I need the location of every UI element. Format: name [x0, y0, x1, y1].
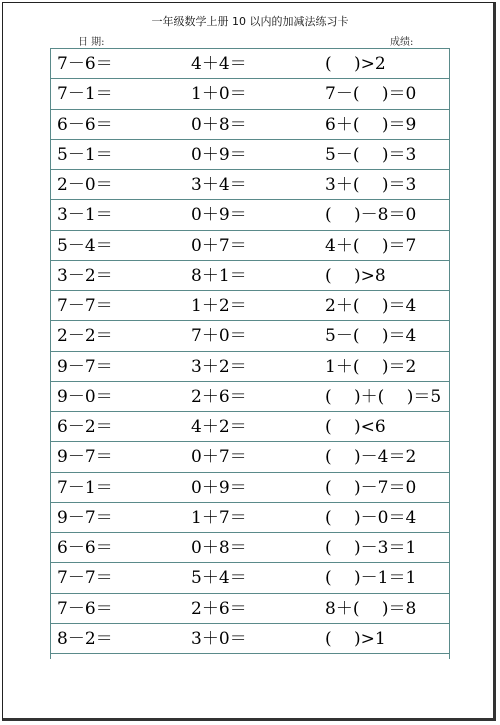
- exercise-problem: 2＋6＝: [191, 386, 247, 407]
- exercise-problem: 9－0＝: [57, 386, 113, 407]
- exercise-problem: 0＋9＝: [191, 144, 247, 165]
- exercise-problem: ( )>1: [325, 628, 386, 649]
- exercise-problem: 0＋9＝: [191, 205, 247, 226]
- exercise-problem: 1＋2＝: [191, 296, 247, 316]
- exercise-problem: 0＋8＝: [191, 114, 247, 135]
- exercise-problem: 9－7＝: [57, 356, 113, 377]
- exercise-problem: 2－2＝: [57, 326, 113, 347]
- exercise-problem: 3－1＝: [57, 205, 113, 226]
- exercise-problem: 3＋( )＝3: [325, 175, 417, 195]
- exercise-row: [51, 563, 449, 593]
- exercise-problem: 7－6＝: [57, 54, 113, 74]
- exercise-problem: 7－1＝: [57, 477, 113, 498]
- page-title: 一年级数学上册 10 以内的加减法练习卡: [151, 15, 349, 28]
- exercise-row: [51, 170, 449, 200]
- score-label: 成绩:: [390, 37, 414, 48]
- exercise-problem: 3－2＝: [57, 265, 113, 286]
- exercise-problem: 5－( )＝4: [325, 326, 417, 347]
- exercise-problem: 1＋7＝: [191, 507, 247, 528]
- exercise-problem: ( )－8＝0: [325, 205, 417, 226]
- exercise-problem: 2－0＝: [57, 175, 113, 195]
- exercise-problem: 7－7＝: [57, 568, 113, 589]
- exercise-problem: 5－( )＝3: [325, 144, 417, 165]
- exercise-row: [51, 110, 449, 140]
- exercise-problem: ( )<6: [325, 417, 386, 437]
- exercise-problem: 9－7＝: [57, 447, 113, 468]
- exercise-row: [51, 140, 449, 170]
- exercise-row: [51, 382, 449, 412]
- exercise-problem: ( )－1＝1: [325, 568, 417, 589]
- exercise-row: [51, 412, 449, 442]
- exercise-problem: 7－( )＝0: [325, 84, 417, 105]
- exercise-row: [51, 442, 449, 472]
- exercise-problem: 0＋7＝: [191, 447, 247, 468]
- exercise-problem: 6－2＝: [57, 417, 113, 437]
- exercise-problem: ( )＋( )＝5: [325, 386, 442, 407]
- exercise-problem: 1＋0＝: [191, 84, 247, 105]
- exercise-row: [51, 291, 449, 321]
- exercise-row: [51, 321, 449, 351]
- exercise-problem: 9－7＝: [57, 507, 113, 528]
- exercise-row: [51, 200, 449, 230]
- exercise-row: [51, 473, 449, 503]
- exercise-problem: ( )>8: [325, 265, 386, 286]
- exercise-problem: 0＋9＝: [191, 477, 247, 498]
- exercise-problem: 6－6＝: [57, 114, 113, 135]
- exercise-row: [51, 533, 449, 563]
- exercise-row: [51, 503, 449, 533]
- exercise-problem: 2＋6＝: [191, 598, 247, 619]
- exercise-problem: 6＋( )＝9: [325, 114, 417, 135]
- exercise-row: [51, 231, 449, 261]
- exercise-problem: 8＋1＝: [191, 265, 247, 286]
- exercise-row: [51, 49, 449, 79]
- exercise-problem: 8＋( )＝8: [325, 598, 417, 619]
- exercise-problem: 7－6＝: [57, 598, 113, 619]
- exercise-table: [50, 48, 450, 659]
- exercise-row: [51, 261, 449, 291]
- exercise-problem: ( )－7＝0: [325, 477, 417, 498]
- exercise-problem: 5－4＝: [57, 235, 113, 256]
- exercise-problem: 4＋4＝: [191, 54, 247, 74]
- exercise-problem: 3＋4＝: [191, 175, 247, 195]
- exercise-problem: 7－1＝: [57, 84, 113, 105]
- exercise-problem: 0＋7＝: [191, 235, 247, 256]
- exercise-problem: ( )－3＝1: [325, 538, 417, 558]
- exercise-row: [51, 79, 449, 109]
- exercise-problem: 0＋8＝: [191, 538, 247, 558]
- exercise-problem: 3＋0＝: [191, 628, 247, 649]
- exercise-problem: 6－6＝: [57, 538, 113, 558]
- date-label: 日 期:: [78, 37, 105, 48]
- exercise-problem: 7－7＝: [57, 296, 113, 316]
- exercise-problem: 5＋4＝: [191, 568, 247, 589]
- exercise-row: [51, 352, 449, 382]
- exercise-problem: 4＋2＝: [191, 417, 247, 437]
- exercise-problem: 5－1＝: [57, 144, 113, 165]
- exercise-row: [51, 594, 449, 624]
- exercise-problem: 3＋2＝: [191, 356, 247, 377]
- exercise-problem: 7＋0＝: [191, 326, 247, 347]
- exercise-row: [51, 624, 449, 654]
- exercise-problem: ( )－4＝2: [325, 447, 417, 468]
- exercise-problem: ( )－0＝4: [325, 507, 417, 528]
- exercise-problem: 1＋( )＝2: [325, 356, 417, 377]
- exercise-problem: ( )>2: [325, 54, 386, 74]
- exercise-problem: 8－2＝: [57, 628, 113, 649]
- exercise-problem: 2＋( )＝4: [325, 296, 417, 316]
- exercise-problem: 4＋( )＝7: [325, 235, 417, 256]
